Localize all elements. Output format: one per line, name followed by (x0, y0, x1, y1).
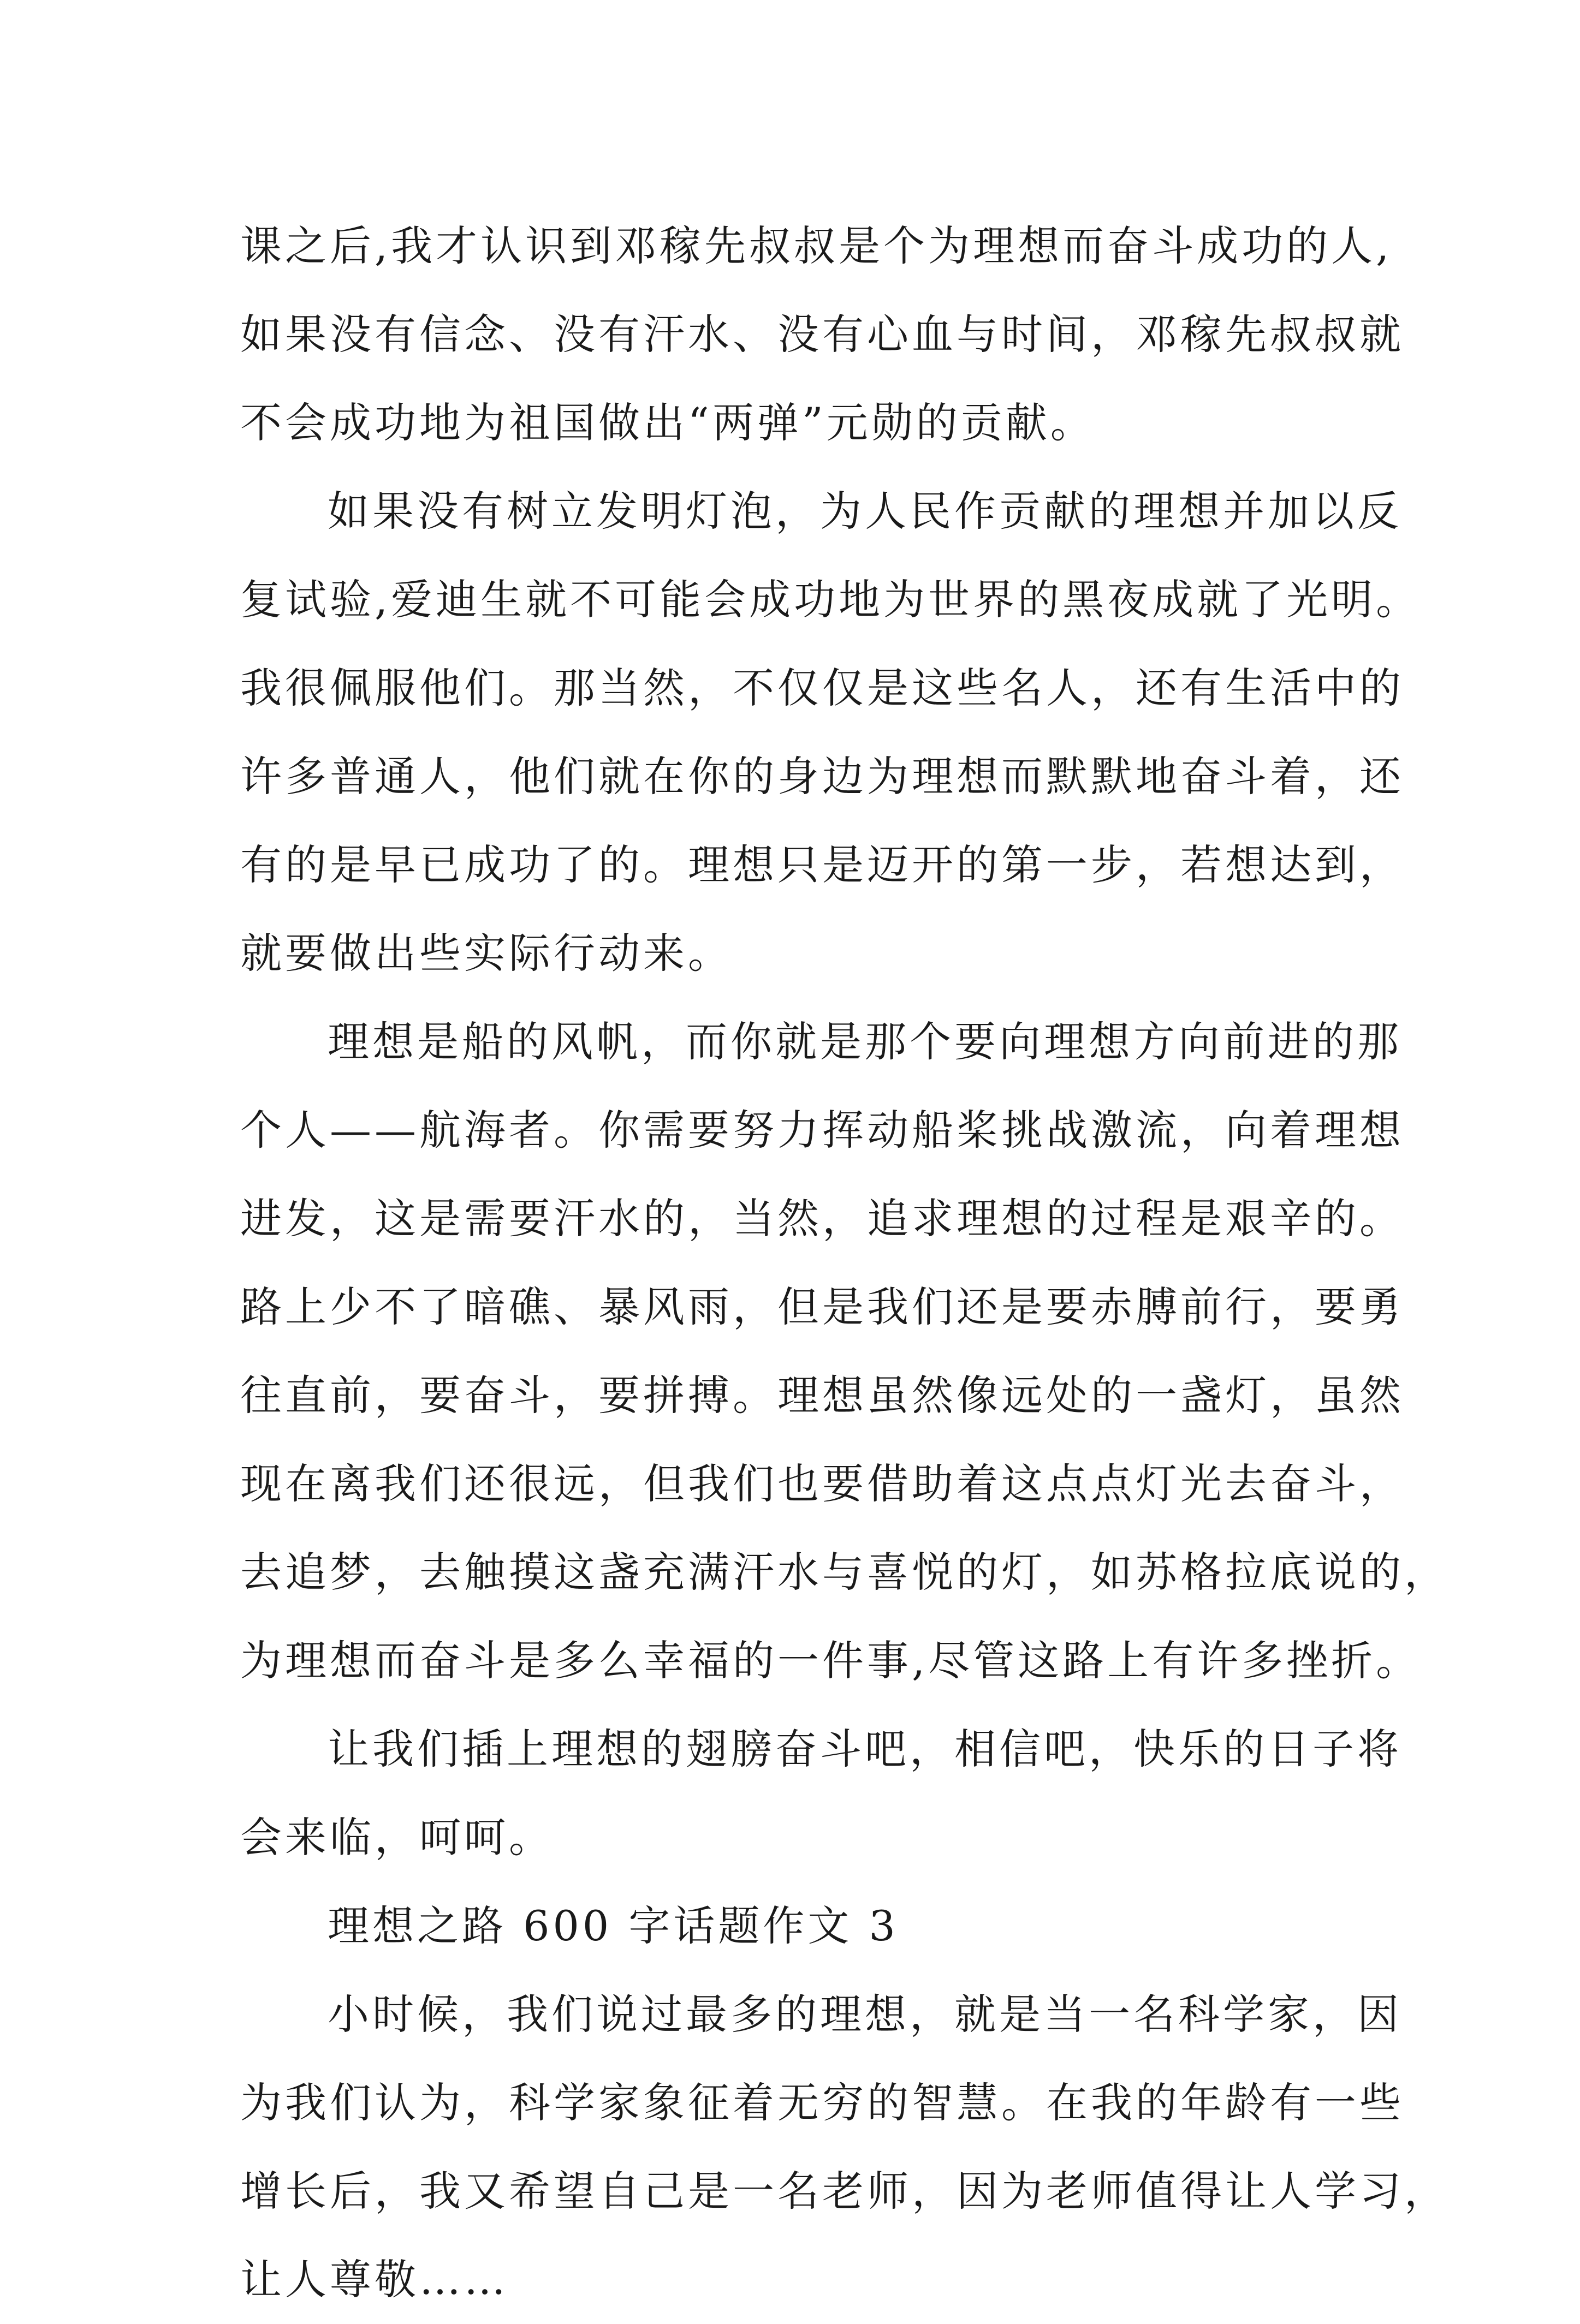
text-line: 有的是早已成功了的。理想只是迈开的第一步，若想达到， (240, 841, 1404, 889)
text-line: 让人尊敬…… (240, 2255, 509, 2304)
text-line: 不会成功地为祖国做出“两弹”元勋的贡献。 (240, 398, 1095, 447)
text-line: 许多普通人，他们就在你的身边为理想而默默地奋斗着，还 (240, 752, 1404, 801)
text-line: 去追梦，去触摸这盏充满汗水与喜悦的灯，如苏格拉底说的， (240, 1548, 1449, 1596)
text-line: 我很佩服他们。那当然，不仅仅是这些名人，还有生活中的 (240, 664, 1404, 712)
text-line: 就要做出些实际行动来。 (240, 929, 733, 978)
text-line: 复试验,爱迪生就不可能会成功地为世界的黑夜成就了光明。 (240, 575, 1421, 624)
text-line: 个人——航海者。你需要努力挥动船桨挑战激流，向着理想 (240, 1106, 1404, 1154)
text-line: 为理想而奋斗是多么幸福的一件事,尽管这路上有许多挫折。 (240, 1636, 1421, 1685)
text-line: 会来临，呵呵。 (240, 1813, 554, 1862)
section-heading: 理想之路 600 字话题作文 3 (328, 1902, 899, 1950)
paragraph-start-line: 如果没有树立发明灯泡，为人民作贡献的理想并加以反 (328, 487, 1402, 535)
text-line: 为我们认为，科学家象征着无穷的智慧。在我的年龄有一些 (240, 2078, 1404, 2127)
text-line: 现在离我们还很远，但我们也要借助着这点点灯光去奋斗， (240, 1459, 1404, 1508)
paragraph-start-line: 让我们插上理想的翅膀奋斗吧，相信吧，快乐的日子将 (328, 1725, 1402, 1773)
paragraph-start-line: 小时候，我们说过最多的理想，就是当一名科学家，因 (328, 1990, 1402, 2039)
text-line: 课之后,我才认识到邓稼先叔叔是个为理想而奋斗成功的人, (240, 222, 1393, 270)
text-line: 路上少不了暗礁、暴风雨，但是我们还是要赤膊前行，要勇 (240, 1283, 1404, 1331)
paragraph-start-line: 理想是船的风帆，而你就是那个要向理想方向前进的那 (328, 1017, 1402, 1066)
text-line: 往直前，要奋斗，要拼搏。理想虽然像远处的一盏灯，虽然 (240, 1371, 1404, 1420)
text-line: 如果没有信念、没有汗水、没有心血与时间，邓稼先叔叔就 (240, 310, 1404, 359)
text-line: 进发，这是需要汗水的，当然，追求理想的过程是艰辛的。 (240, 1194, 1404, 1243)
document-body (240, 202, 1449, 2324)
text-line: 增长后，我又希望自己是一名老师，因为老师值得让人学习， (240, 2167, 1449, 2215)
